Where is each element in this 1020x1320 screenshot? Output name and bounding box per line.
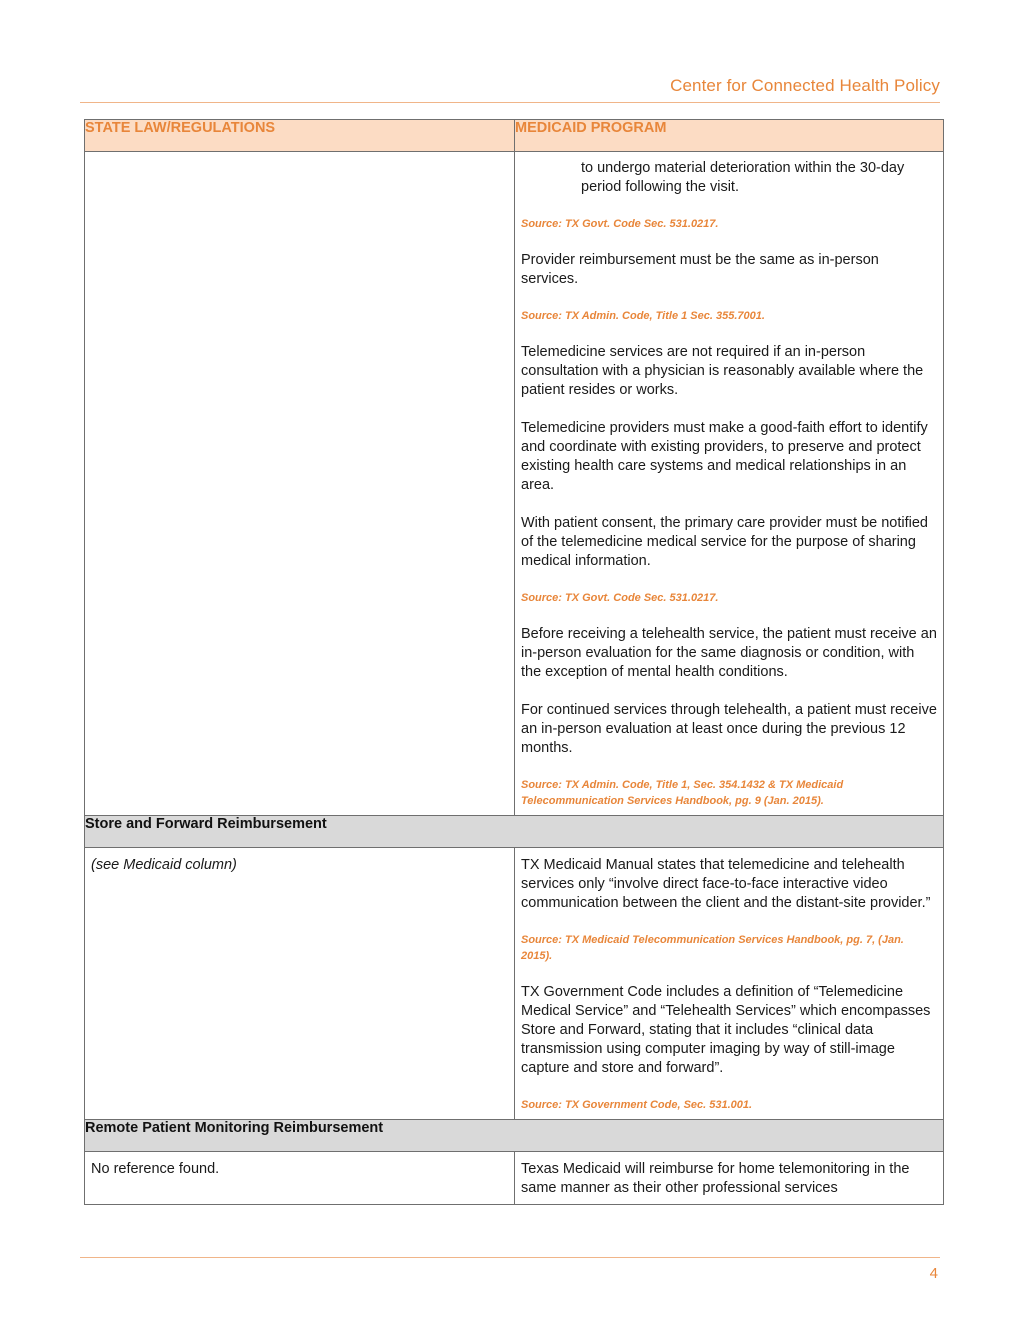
source-citation: Source: TX Admin. Code, Title 1 Sec. 355.7001. (521, 310, 765, 322)
paragraph: TX Medicaid Manual states that telemedicine and telehealth services only “involve direct face-to-face interactive video communication between the client and the distant-site provider.” (521, 857, 931, 911)
page-number: 4 (929, 1265, 938, 1282)
paragraph: For continued services through telehealth, a patient must receive an in-person evaluation at least once during the previous 12 months. (521, 702, 937, 756)
table-header-row (85, 120, 944, 152)
state-law-cell (85, 1152, 515, 1205)
table-row (85, 848, 944, 1120)
header-org-name: Center for Connected Health Policy (670, 76, 940, 95)
section-title: Store and Forward Reimbursement (85, 816, 944, 848)
section-row-remote-monitoring (85, 1120, 944, 1152)
column-header-medicaid: MEDICAID PROGRAM (515, 120, 944, 152)
state-law-cell (85, 152, 515, 816)
source-citation: Source: TX Govt. Code Sec. 531.0217. (521, 218, 719, 230)
source-citation: Source: TX Medicaid Telecommunication Services Handbook, pg. 7, (Jan. 2015). (521, 934, 904, 962)
source-citation: Source: TX Govt. Code Sec. 531.0217. (521, 592, 719, 604)
medicaid-cell (515, 152, 944, 816)
indented-text: to undergo material deterioration within the 30-day period following the visit. (581, 160, 905, 195)
state-law-text: No reference found. (91, 1161, 220, 1177)
medicaid-cell (515, 848, 944, 1120)
paragraph: Telemedicine services are not required if an in-person consultation with a physician is reasonably available where the patient resides or works. (521, 344, 924, 398)
paragraph: Telemedicine providers must make a good-faith effort to identify and coordinate with existing providers, to preserve and protect existing health care systems and medical relationships in an area. (521, 420, 928, 493)
column-header-state-law: STATE LAW/REGULATIONS (85, 120, 515, 152)
source-citation: Source: TX Government Code, Sec. 531.001. (521, 1099, 753, 1111)
medicaid-cell (515, 1152, 944, 1205)
paragraph: TX Government Code includes a definition of “Telemedicine Medical Service” and “Telehealth Services” which encompasses Store and Forward, stating that it includes “clinical data transmission using computer imaging by way of still-image capture and store and forward”. (521, 984, 931, 1076)
section-title: Remote Patient Monitoring Reimbursement (85, 1120, 944, 1152)
section-row-store-forward (85, 816, 944, 848)
state-law-cell (85, 848, 515, 1120)
paragraph: Before receiving a telehealth service, the patient must receive an in-person evaluation for the same diagnosis or condition, with the exception of mental health conditions. (521, 626, 937, 680)
paragraph: With patient consent, the primary care provider must be notified of the telemedicine medical service for the purpose of sharing medical information. (521, 515, 928, 569)
header-divider (80, 102, 940, 103)
paragraph: Provider reimbursement must be the same as in-person services. (521, 252, 879, 287)
table-row (85, 152, 944, 816)
paragraph: Texas Medicaid will reimburse for home telemonitoring in the same manner as their other professional services (521, 1161, 910, 1196)
policy-table (84, 119, 944, 1205)
table-row (85, 1152, 944, 1205)
source-citation: Source: TX Admin. Code, Title 1, Sec. 354.1432 & TX Medicaid Telecommunication Services Handbook, pg. 9 (Jan. 2015). (521, 779, 844, 807)
state-law-text: (see Medicaid column) (91, 857, 237, 873)
footer-divider (80, 1257, 940, 1258)
